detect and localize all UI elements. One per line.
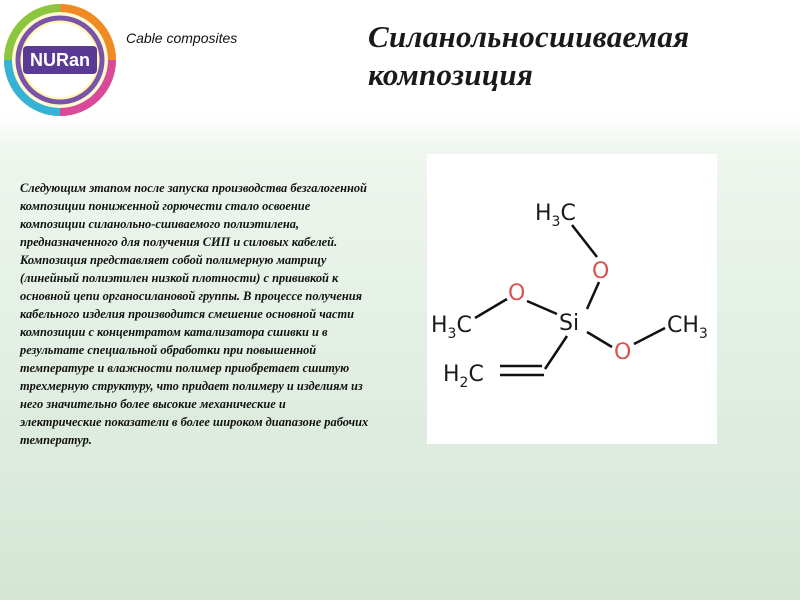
logo-ring-graphic (0, 0, 122, 120)
slide-title (368, 18, 788, 94)
bond-o-si-top (587, 282, 599, 309)
bond-top-c-o (572, 225, 597, 257)
bond-left-c-o (475, 299, 507, 318)
bond-si-o-right (587, 332, 612, 347)
slide-title-line2: композиция (368, 57, 534, 92)
atom-o-top: O (592, 259, 610, 284)
atom-ch2: $H_2C$ (443, 362, 484, 391)
molecule-diagram (427, 154, 717, 444)
atom-ch3-top: $H_3C$ (535, 201, 576, 230)
bond-o-si-left (527, 301, 557, 314)
slide-title-line1: Силанольносшиваемая (368, 19, 690, 54)
logo-text: NURan (29, 50, 91, 70)
atom-o-left: O (508, 281, 526, 306)
atom-ch3-right: $CH_3$ (667, 313, 708, 342)
body-paragraph: Следующим этапом после запуска производства безгалогенной композиции пониженной горючести стало освоение композиции силанольно-сшиваемого полиэтилена, предназначенного для получения СИП и силовых кабелей. Композиция представляет собой полимерную матрицу (линейный полиэтилен низкой плотности) с прививкой к основной цепи органосилановой группы. В процессе получения кабельного изделия производится смешение основной части композиции с концентратом катализатора сшивки и в результате специальной обработки при повышенной температуре и влажности полимер приобретает сшитую трехмерную структуру, что придает полимеру и изделиям из него значительно более высокие механические и электрические показатели в более широком диапазоне рабочих температур. (20, 181, 369, 447)
nuran-logo (0, 0, 122, 120)
atom-si: Si (559, 311, 580, 336)
atom-o-right: O (614, 340, 632, 365)
bond-si-ch (545, 336, 567, 369)
bond-o-c-right (634, 328, 665, 344)
header-subtitle: Cable composites (126, 30, 238, 46)
atom-ch3-left: $H_3C$ (431, 313, 472, 342)
